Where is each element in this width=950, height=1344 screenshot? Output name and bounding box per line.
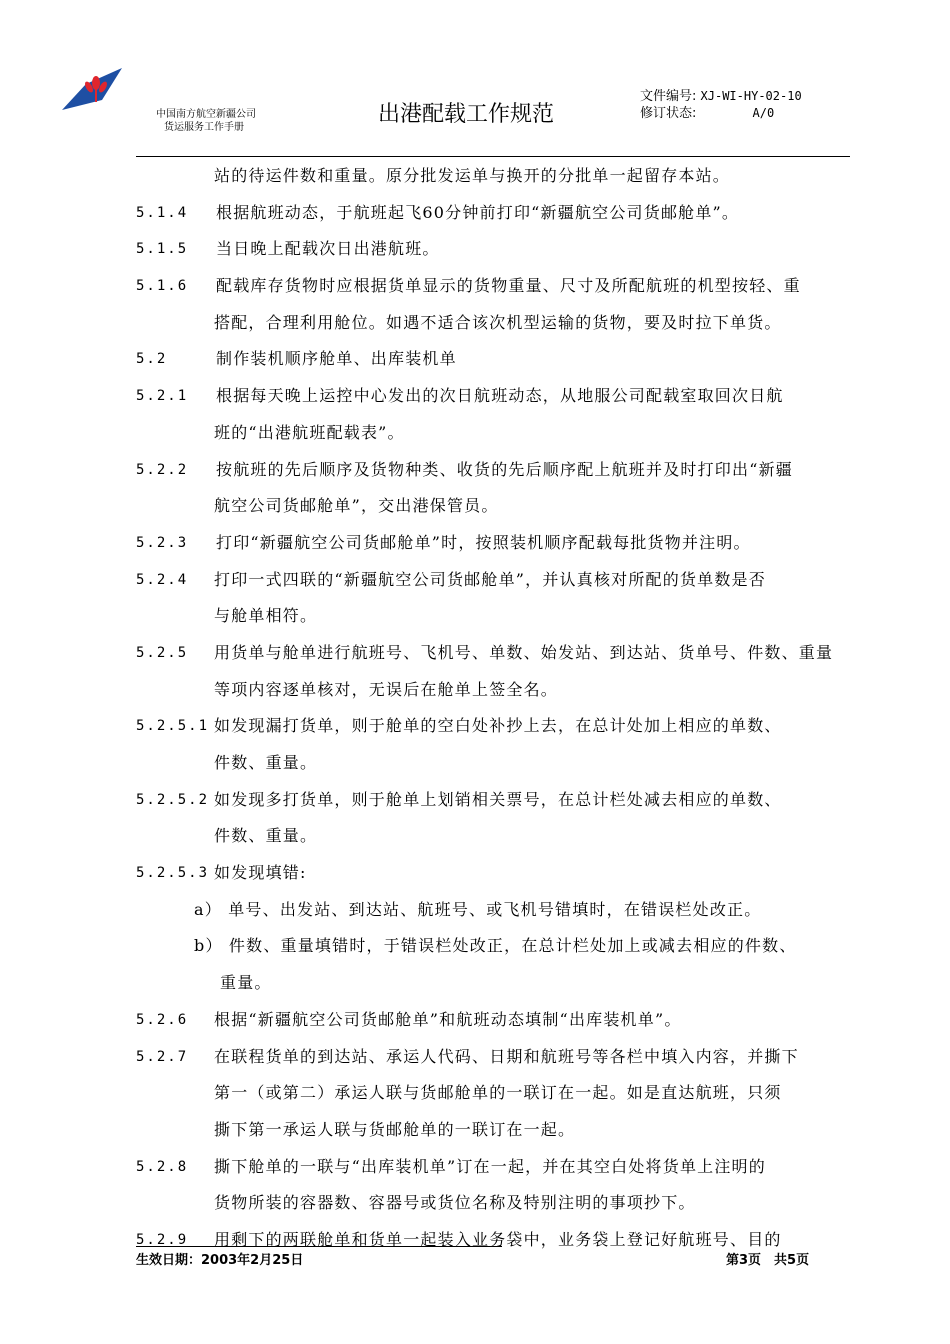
body-line [136, 708, 856, 745]
body-line [136, 782, 856, 819]
body-line [136, 1149, 856, 1186]
effective-date: 生效日期：2003年2月25日 [136, 1253, 304, 1268]
body-line [136, 892, 856, 929]
body-line [136, 341, 856, 378]
body-line [136, 1002, 856, 1039]
line-text: 等项内容逐单核对，无误后在舱单上签全名。 [214, 679, 559, 699]
company-name [156, 108, 256, 134]
body-line [136, 672, 856, 709]
body-line [136, 1039, 856, 1076]
line-text: 件数、重量。 [214, 826, 318, 846]
body-line [136, 818, 856, 855]
line-text: 班的“出港航班配载表”。 [214, 422, 405, 442]
line-text: 件数、重量。 [214, 753, 318, 772]
section-number: 5.2.1 [136, 388, 189, 405]
body-line [136, 231, 856, 268]
body-line [136, 378, 856, 415]
body-line [136, 452, 856, 489]
company-logo [56, 66, 124, 112]
revision-label: 修订状态: [640, 106, 697, 121]
line-text: 根据每天晚上运控中心发出的次日航班动态，从地服公司配载室取回次日航 [216, 386, 784, 406]
section-number: 5.2.5.1 [136, 718, 210, 735]
line-text: 搭配，合理利用舱位。如遇不适合该次机型运输的货物，要及时拉下单货。 [214, 312, 782, 332]
line-text: 如发现漏打货单，则于舱单的空白处补抄上去，在总计处加上相应的单数、 [214, 716, 782, 736]
line-text: 第一（或第二）承运人联与货邮舱单的一联订在一起。如是直达航班，只须 [214, 1083, 782, 1103]
line-text: 制作装机顺序舱单、出库装机单 [216, 349, 457, 369]
body-line [136, 855, 856, 892]
company-line-1: 中国南方航空新疆公司 [156, 109, 256, 120]
section-number: 5.2.3 [136, 534, 189, 551]
line-text: 打印一式四联的“新疆航空公司货邮舱单”，并认真核对所配的货单数是否 [214, 569, 766, 589]
footer-divider [136, 1246, 502, 1247]
body-line [136, 598, 856, 635]
line-text: 根据航班动态，于航班起飞60分钟前打印“新疆航空公司货邮舱单”。 [216, 202, 740, 222]
section-number: 5.1.6 [136, 278, 189, 295]
revision-row [640, 105, 802, 122]
body-line [136, 1112, 856, 1149]
document-meta [640, 88, 802, 122]
line-text: 与舱单相符。 [214, 606, 318, 626]
line-text: 如发现多打货单，则于舱单上划销相关票号，在总计栏处减去相应的单数、 [214, 789, 782, 809]
line-text: 在联程货单的到达站、承运人代码、日期和航班号等各栏中填入内容，并撕下 [214, 1046, 799, 1066]
doc-number-row [640, 88, 802, 105]
section-number: 5.2 [136, 351, 168, 368]
body-line [136, 745, 856, 782]
body-line [136, 305, 856, 342]
line-text: b） 件数、重量填错时，于错误栏处改正，在总计栏处加上或减去相应的件数、 [194, 936, 797, 956]
line-text: 撕下舱单的一联与“出库装机单”订在一起，并在其空白处将货单上注明的 [214, 1156, 766, 1176]
section-number: 5.2.5.3 [136, 865, 210, 882]
section-number: 5.2.6 [136, 1011, 189, 1028]
section-number: 5.2.4 [136, 571, 189, 588]
line-text: 根据“新疆航空公司货邮舱单”和航班动态填制“出库装机单”。 [214, 1009, 682, 1029]
document-body [136, 158, 856, 1259]
section-number: 5.1.5 [136, 241, 189, 258]
line-text: 当日晚上配载次日出港航班。 [216, 239, 440, 259]
section-number: 5.2.9 [136, 1231, 189, 1248]
company-line-2: 货运服务工作手册 [164, 122, 244, 133]
section-number: 5.2.5.2 [136, 791, 210, 808]
document-title: 出港配载工作规范 [378, 102, 555, 127]
line-text: 配载库存货物时应根据货单显示的货物重量、尺寸及所配航班的机型按轻、重 [216, 276, 801, 296]
header-divider [136, 156, 850, 157]
body-line [136, 1075, 856, 1112]
doc-number-value: XJ-WI-HY-02-10 [700, 89, 802, 103]
body-line [136, 562, 856, 599]
body-line [136, 158, 856, 195]
body-line [136, 965, 856, 1002]
doc-number-label: 文件编号: [640, 89, 697, 104]
section-number: 5.1.4 [136, 204, 189, 221]
body-line [136, 268, 856, 305]
line-text: 用货单与舱单进行航班号、飞机号、单数、始发站、到达站、货单号、件数、重量 [214, 642, 834, 662]
body-line [136, 1185, 856, 1222]
body-line [136, 635, 856, 672]
line-text: 如发现填错: [214, 863, 307, 883]
line-text: a） 单号、出发站、到达站、航班号、或飞机号错填时，在错误栏处改正。 [194, 899, 762, 919]
line-text: 撕下第一承运人联与货邮舱单的一联订在一起。 [214, 1119, 576, 1139]
page-info: 第3页 共5页 [726, 1253, 810, 1268]
line-text: 重量。 [220, 973, 272, 993]
line-text: 打印“新疆航空公司货邮舱单”时，按照装机顺序配载每批货物并注明。 [216, 532, 751, 552]
section-number: 5.2.2 [136, 461, 189, 478]
line-text: 航空公司货邮舱单”，交出港保管员。 [214, 496, 499, 516]
section-number: 5.2.5 [136, 644, 189, 661]
line-text: 货物所装的容器数、容器号或货位名称及特别注明的事项抄下。 [214, 1193, 696, 1213]
line-text: 按航班的先后顺序及货物种类、收货的先后顺序配上航班并及时打印出“新疆 [216, 459, 793, 479]
section-number: 5.2.8 [136, 1158, 189, 1175]
body-line [136, 928, 856, 965]
line-text: 用剩下的两联舱单和货单一起装入业务袋中，业务袋上登记好航班号、目的 [214, 1229, 782, 1249]
body-line [136, 488, 856, 525]
revision-value: A/0 [752, 106, 775, 120]
line-text: 站的待运件数和重量。原分批发运单与换开的分批单一起留存本站。 [214, 166, 731, 185]
section-number: 5.2.7 [136, 1048, 189, 1065]
body-line [136, 415, 856, 452]
body-line [136, 525, 856, 562]
body-line [136, 195, 856, 232]
